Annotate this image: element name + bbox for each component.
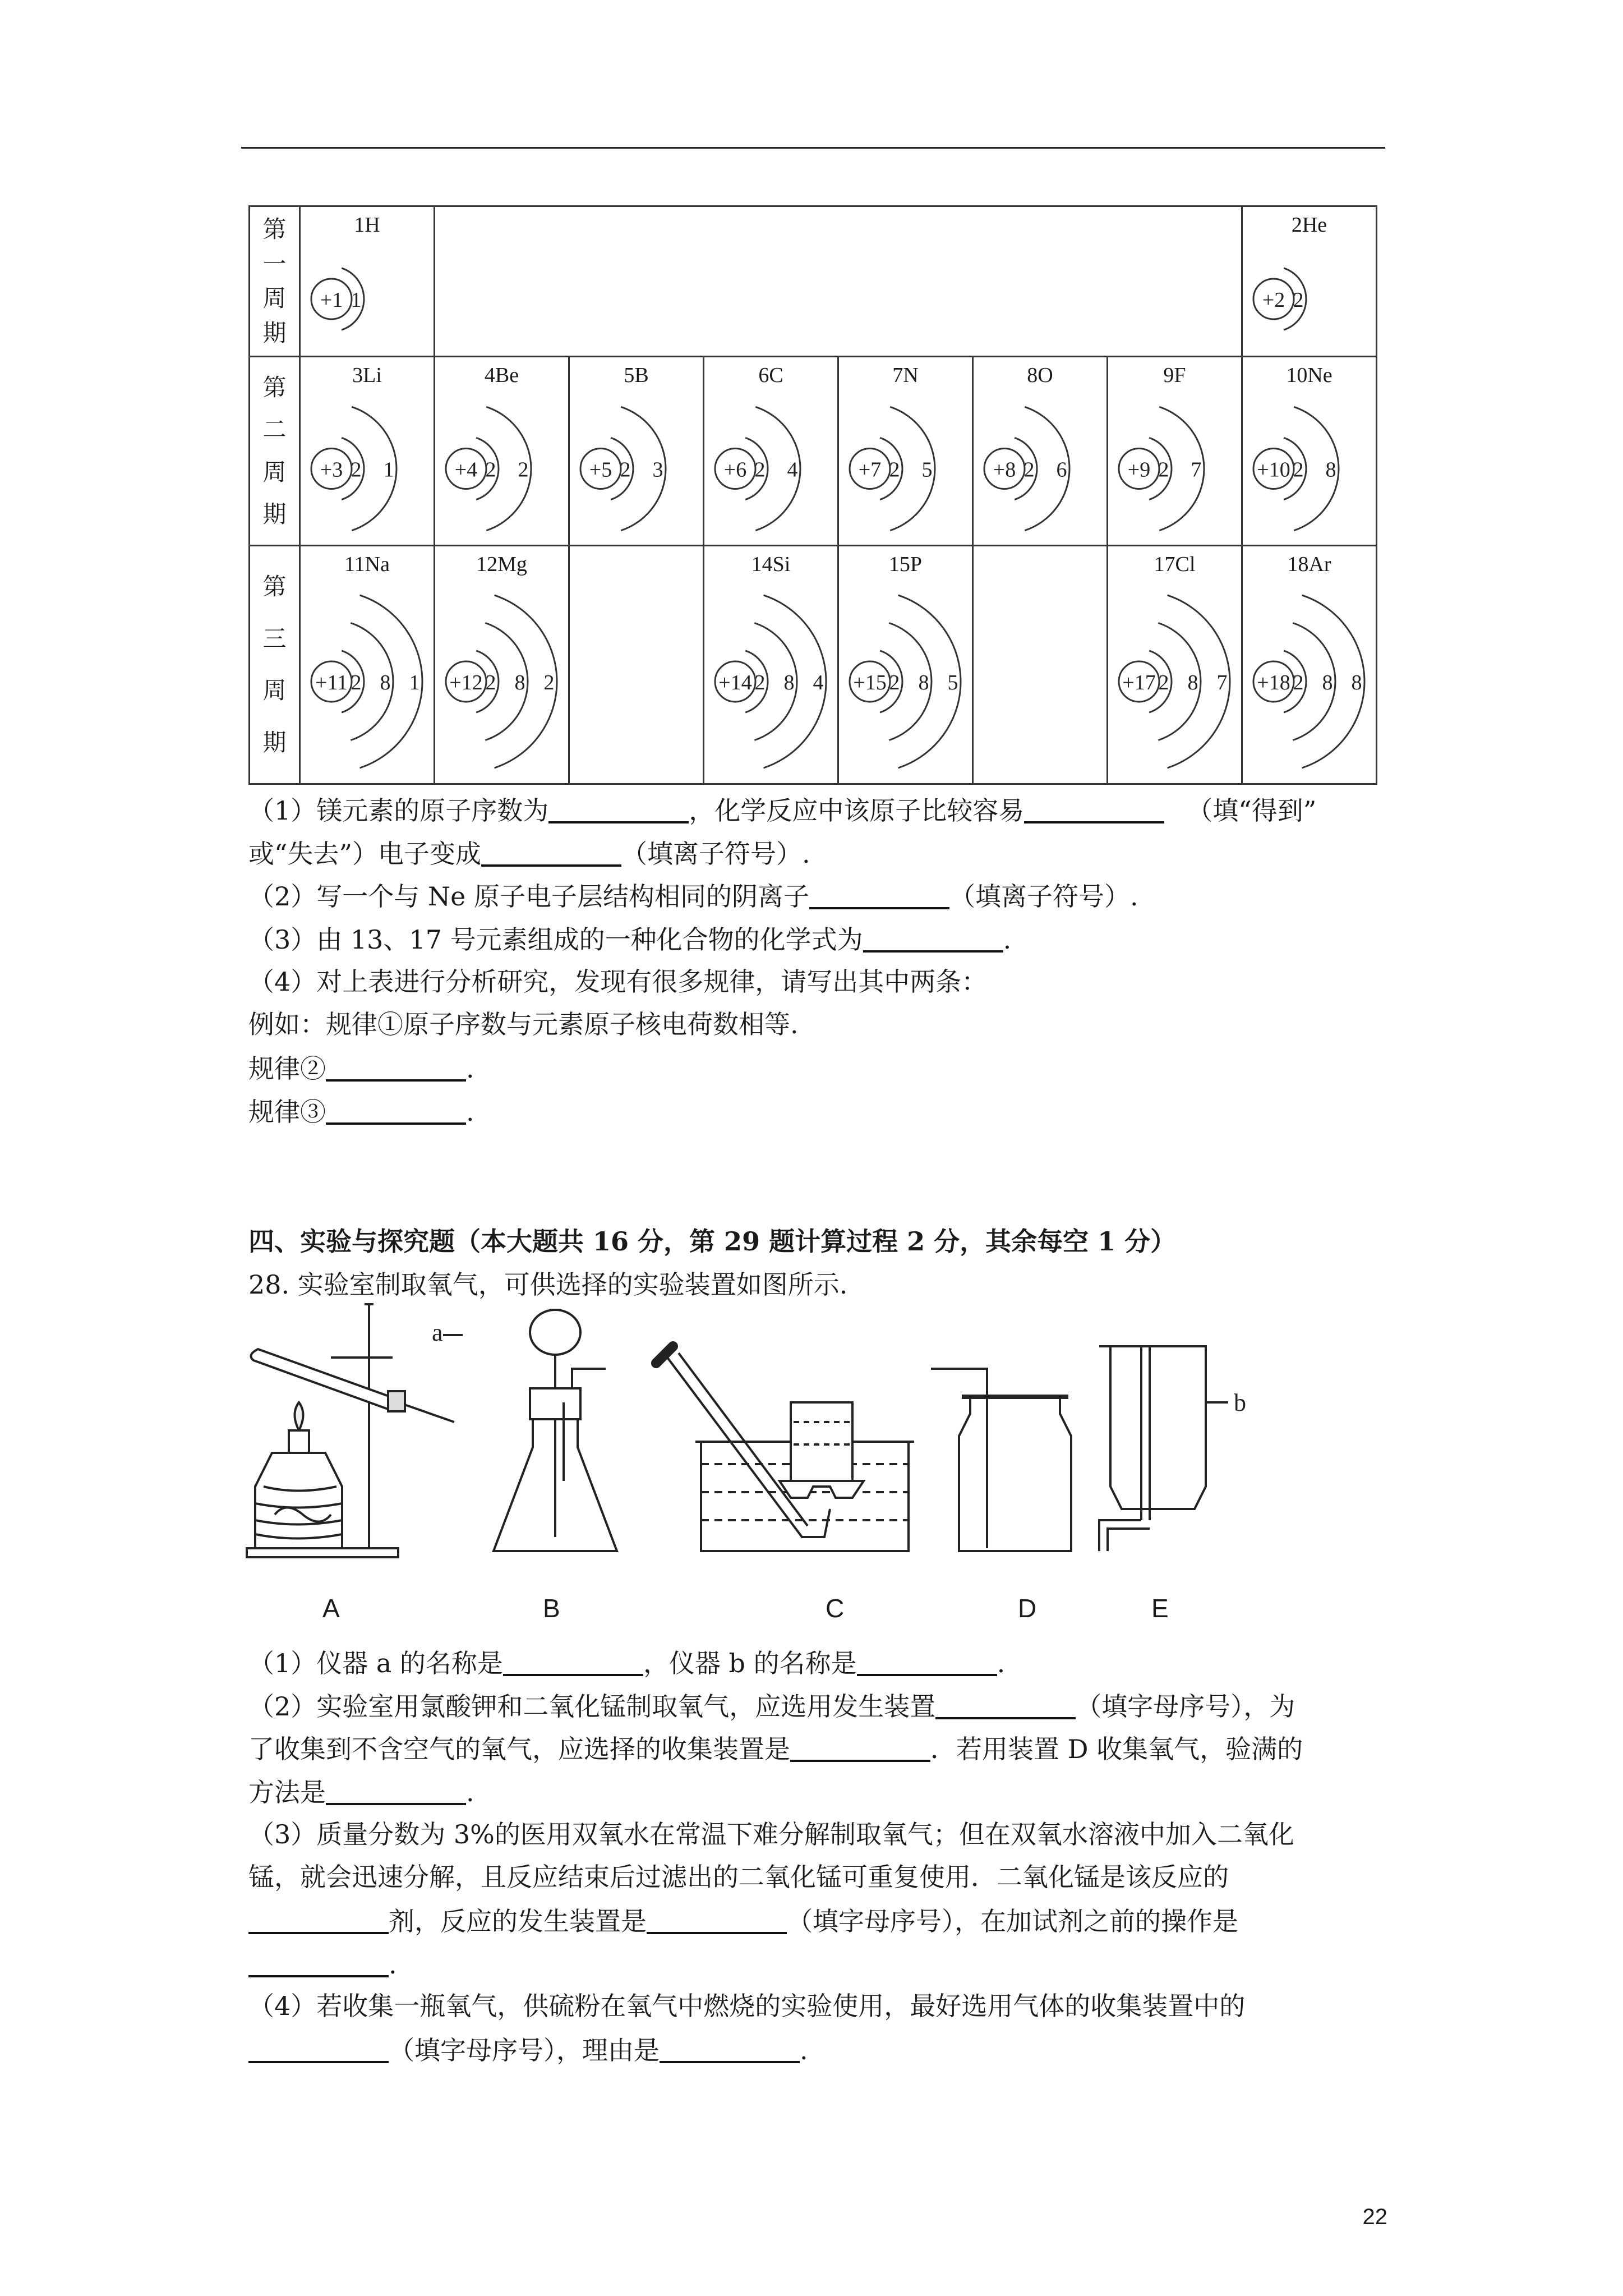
atom-structure-diagram — [1243, 546, 1377, 783]
period-label-char: 期 — [262, 500, 287, 528]
periodic-table — [248, 205, 1377, 785]
atom-structure-diagram — [435, 357, 570, 546]
element-symbol: 5B — [624, 364, 649, 387]
shell-electron-count: 2 — [518, 458, 529, 482]
q28-part2-line2: 了收集到不含空气的氧气，应选择的收集装置是 ．若用装置 D 收集氧气，验满的 — [248, 1734, 1303, 1764]
nucleus-charge: +11 — [315, 671, 348, 694]
period-label-char: 周 — [262, 458, 287, 486]
q27-part2: （2）写一个与 Ne 原子电子层结构相同的阴离子 （填离子符号）. — [248, 881, 1138, 912]
answer-blank[interactable] — [326, 1778, 466, 1805]
element-symbol: 8O — [1027, 364, 1053, 387]
atom-structure-diagram — [1243, 207, 1377, 357]
period-label — [250, 546, 301, 783]
answer-blank[interactable] — [248, 1950, 389, 1977]
answer-blank[interactable] — [326, 1098, 466, 1125]
apparatus-b — [443, 1310, 617, 1551]
shell-electron-count: 2 — [754, 671, 766, 694]
nucleus-charge: +15 — [853, 671, 887, 694]
shell-electron-count: 5 — [947, 671, 958, 694]
shell-electron-count: 8 — [514, 671, 525, 694]
q27-rule3: 规律③ . — [248, 1097, 474, 1127]
shell-electron-count: 2 — [351, 671, 362, 694]
element-cell — [570, 357, 704, 545]
answer-blank[interactable] — [863, 926, 1003, 953]
shell-electron-count: 8 — [1322, 671, 1333, 694]
element-symbol: 17Cl — [1154, 553, 1196, 576]
q27-part3: （3）由 13、17 号元素组成的一种化合物的化学式为 . — [248, 924, 1012, 955]
q27-example: 例如：规律①原子序数与元素原子核电荷数相等. — [248, 1009, 799, 1039]
shell-electron-count: 1 — [351, 288, 362, 312]
answer-blank[interactable] — [1024, 797, 1164, 823]
element-cell — [839, 546, 974, 783]
answer-blank[interactable] — [809, 882, 949, 909]
element-cell — [704, 546, 839, 783]
period-label-char: 第 — [262, 572, 287, 600]
period-label — [250, 207, 301, 356]
apparatus-c — [656, 1346, 914, 1551]
nucleus-charge: +10 — [1257, 458, 1290, 482]
answer-blank[interactable] — [248, 2036, 389, 2063]
atom-structure-diagram — [301, 357, 435, 546]
atom-structure-diagram — [1108, 546, 1243, 783]
element-cell — [1108, 546, 1243, 783]
shell-electron-count: 2 — [543, 671, 555, 694]
apparatus-e — [1099, 1346, 1228, 1551]
atom-structure-diagram — [704, 357, 839, 546]
q28-part3-line2: 锰，就会迅速分解，且反应结束后过滤出的二氧化锰可重复使用．二氧化锰是该反应的 — [248, 1862, 1229, 1892]
element-cell — [1243, 207, 1376, 356]
element-symbol: 1H — [354, 213, 380, 237]
element-cell — [435, 357, 570, 545]
shell-electron-count: 1 — [383, 458, 394, 482]
element-symbol: 10Ne — [1286, 364, 1332, 387]
apparatus-a — [247, 1304, 454, 1557]
period-label-char: 第 — [262, 374, 287, 402]
shell-electron-count: 2 — [1158, 458, 1169, 482]
q28-part3-line4: . — [248, 1950, 397, 1977]
page-number: 22 — [1362, 2205, 1387, 2229]
q28-part4-line2: （填字母序号），理由是 . — [248, 2036, 808, 2063]
shell-electron-count: 6 — [1056, 458, 1067, 482]
atom-structure-diagram — [301, 207, 435, 357]
answer-blank[interactable] — [935, 1692, 1076, 1719]
nucleus-charge: +17 — [1122, 671, 1156, 694]
element-cell — [1243, 357, 1376, 545]
answer-blank[interactable] — [503, 1649, 643, 1676]
shell-electron-count: 3 — [652, 458, 663, 482]
period-label-char: 周 — [262, 677, 287, 705]
atom-structure-diagram — [839, 357, 974, 546]
element-cell — [1108, 357, 1243, 545]
element-cell — [435, 546, 570, 783]
period-row-1 — [250, 207, 1376, 357]
element-symbol: 9F — [1163, 364, 1186, 387]
shell-electron-count: 2 — [1158, 671, 1169, 694]
q27-part1-line1: （1）镁元素的原子序数为 ，化学反应中该原子比较容易 （填“得到” — [248, 795, 1317, 826]
atom-structure-diagram — [1108, 357, 1243, 546]
shell-electron-count: 2 — [1293, 458, 1304, 482]
nucleus-charge: +18 — [1257, 671, 1290, 694]
apparatus-label-d: D — [1018, 1594, 1037, 1623]
shell-electron-count: 2 — [889, 458, 900, 482]
nucleus-charge: +1 — [320, 288, 343, 312]
shell-electron-count: 2 — [889, 671, 900, 694]
q27-part4: （4）对上表进行分析研究，发现有很多规律，请写出其中两条： — [248, 967, 988, 997]
element-symbol: 11Na — [344, 553, 390, 576]
q27-rule2: 规律② . — [248, 1053, 474, 1084]
nucleus-charge: +8 — [993, 458, 1016, 482]
period-label-char: 期 — [262, 319, 287, 347]
period-row-3 — [250, 546, 1376, 783]
atom-structure-diagram — [570, 357, 704, 546]
nucleus-charge: +12 — [449, 671, 483, 694]
empty-cell — [435, 207, 1243, 356]
shell-electron-count: 2 — [485, 671, 496, 694]
nucleus-charge: +4 — [454, 458, 478, 482]
element-symbol: 18Ar — [1287, 553, 1331, 576]
shell-electron-count: 8 — [918, 671, 929, 694]
apparatus-label-c: C — [826, 1594, 845, 1623]
q28-part2-line3: 方法是 . — [248, 1777, 474, 1807]
element-symbol: 4Be — [484, 364, 519, 387]
shell-electron-count: 8 — [1325, 458, 1336, 482]
element-symbol: 3Li — [352, 364, 382, 387]
shell-electron-count: 2 — [485, 458, 496, 482]
apparatus-label-e: E — [1151, 1594, 1169, 1623]
q28-part3-line3: 剂，反应的发生装置是 （填字母序号），在加试剂之前的操作是 — [248, 1907, 1238, 1934]
shell-electron-count: 4 — [787, 458, 798, 482]
answer-blank[interactable] — [326, 1055, 466, 1082]
apparatus-label-b: B — [543, 1594, 560, 1623]
label-b: b — [1234, 1389, 1246, 1416]
period-label-char: 周 — [262, 284, 287, 312]
shell-electron-count: 4 — [813, 671, 824, 694]
shell-electron-count: 8 — [1187, 671, 1198, 694]
element-cell — [301, 357, 435, 545]
shell-electron-count: 5 — [921, 458, 933, 482]
apparatus-d — [931, 1369, 1071, 1551]
shell-electron-count: 2 — [1023, 458, 1035, 482]
shell-electron-count: 8 — [783, 671, 795, 694]
atom-structure-diagram — [435, 546, 570, 783]
nucleus-charge: +14 — [718, 671, 752, 694]
atom-structure-diagram — [974, 357, 1108, 546]
period-label-char: 期 — [262, 729, 287, 757]
element-symbol: 14Si — [751, 553, 791, 576]
element-symbol: 12Mg — [476, 553, 527, 576]
element-symbol: 15P — [888, 553, 923, 576]
nucleus-charge: +2 — [1262, 288, 1285, 312]
element-symbol: 6C — [758, 364, 783, 387]
period-label-char: 第 — [262, 215, 287, 243]
nucleus-charge: +9 — [1127, 458, 1151, 482]
empty-cell — [974, 546, 1108, 783]
element-cell — [839, 357, 974, 545]
nucleus-charge: +3 — [320, 458, 343, 482]
shell-electron-count: 2 — [1293, 288, 1304, 312]
atom-structure-diagram — [704, 546, 839, 783]
nucleus-charge: +6 — [723, 458, 747, 482]
q27-part1-line2: 或“失去”）电子变成 （填离子符号）. — [248, 839, 810, 869]
element-cell — [1243, 546, 1376, 783]
q28-part3-line1: （3）质量分数为 3%的医用双氧水在常温下难分解制取氧气；但在双氧水溶液中加入二氧化 — [248, 1819, 1294, 1849]
element-cell — [301, 546, 435, 783]
shell-electron-count: 2 — [620, 458, 631, 482]
q28-part4-line1: （4）若收集一瓶氧气，供硫粉在氧气中燃烧的实验使用，最好选用气体的收集装置中的 — [248, 1991, 1246, 2021]
element-symbol: 2He — [1291, 213, 1327, 237]
shell-electron-count: 2 — [1293, 671, 1304, 694]
element-cell — [301, 207, 435, 356]
section-heading: 四、实验与探究题（本大题共 16 分，第 29 题计算过程 2 分，其余每空 1 分） — [248, 1226, 1177, 1257]
element-symbol: 7N — [892, 364, 919, 387]
element-cell — [704, 357, 839, 545]
label-a: a — [432, 1319, 443, 1346]
answer-blank[interactable] — [857, 1649, 997, 1676]
period-label-char: 三 — [262, 624, 287, 652]
period-row-2 — [250, 357, 1376, 546]
shell-electron-count: 8 — [380, 671, 391, 694]
answer-blank[interactable] — [548, 797, 689, 823]
period-label-char: 一 — [262, 250, 287, 278]
period-label-char: 二 — [262, 416, 287, 444]
shell-electron-count: 2 — [351, 458, 362, 482]
period-label — [250, 357, 301, 545]
shell-electron-count: 7 — [1216, 671, 1228, 694]
shell-electron-count: 2 — [754, 458, 766, 482]
answer-blank[interactable] — [790, 1735, 930, 1762]
answer-blank[interactable] — [660, 2036, 800, 2063]
q28-stem: 28. 实验室制取氧气，可供选择的实验装置如图所示. — [248, 1269, 848, 1300]
answer-blank[interactable] — [481, 840, 621, 867]
apparatus-label-a: A — [322, 1594, 340, 1623]
atom-structure-diagram — [301, 546, 435, 783]
shell-electron-count: 8 — [1351, 671, 1362, 694]
atom-structure-diagram — [839, 546, 974, 783]
shell-electron-count: 7 — [1191, 458, 1202, 482]
empty-cell — [570, 546, 704, 783]
apparatus-figure — [241, 1301, 1251, 1559]
nucleus-charge: +7 — [858, 458, 882, 482]
answer-blank[interactable] — [647, 1907, 787, 1934]
header-rule — [241, 147, 1385, 149]
q28-part2-line1: （2）实验室用氯酸钾和二氧化锰制取氧气，应选用发生装置 （填字母序号），为 — [248, 1691, 1295, 1722]
shell-electron-count: 1 — [409, 671, 420, 694]
element-cell — [974, 357, 1108, 545]
nucleus-charge: +5 — [589, 458, 612, 482]
atom-structure-diagram — [1243, 357, 1377, 546]
answer-blank[interactable] — [248, 1907, 389, 1934]
q28-part1: （1）仪器 a 的名称是 ，仪器 b 的名称是 . — [248, 1648, 1006, 1678]
